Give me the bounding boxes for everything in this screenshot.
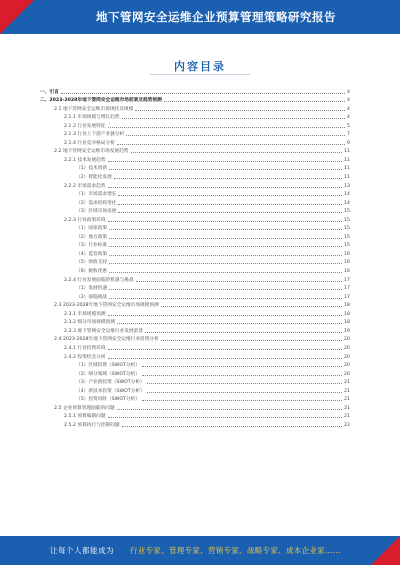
toc-page-number: 11 [344, 149, 350, 155]
toc-entry[interactable] [40, 300, 350, 309]
toc-entry-label: （4）新技术投资（SWOT分析） [76, 388, 145, 394]
toc-page-number: 13 [344, 183, 350, 189]
toc-entry-label: （3）区域市场发展 [76, 209, 117, 215]
toc-entry[interactable] [40, 419, 350, 428]
toc-entry-label: 2.5.2 预算执行与控制问题 [64, 422, 120, 428]
report-header [0, 0, 400, 34]
toc-page-number: 19 [344, 328, 350, 334]
toc-entry[interactable] [40, 197, 350, 206]
toc-entry-label: （2）需求结构变化 [76, 200, 117, 206]
toc-page-number: 4 [347, 106, 350, 112]
footer-slogan-left: 让每个人都能成为 [50, 546, 114, 555]
toc-entry-label: （1）发展机遇 [76, 286, 108, 292]
toc-entry[interactable] [40, 351, 350, 360]
toc-page-number: 15 [344, 209, 350, 215]
toc-page-number: 15 [344, 217, 350, 223]
toc-entry-label: 2.3.1 市场规模预测 [64, 311, 106, 317]
toc-entry-label: （1）国家政策 [76, 226, 108, 232]
toc-page-number: 11 [344, 166, 350, 172]
toc-entry[interactable] [40, 223, 350, 232]
toc-entry-label: （1）技术创新 [76, 166, 108, 172]
toc-dot-leader [109, 246, 342, 247]
toc-entry-label: 2.3 2023-2028年地下管网安全运维市场规模预测 [54, 303, 159, 309]
toc-dot-leader [108, 417, 342, 418]
toc-dot-leader [122, 426, 342, 427]
header-red-corner [0, 0, 34, 34]
toc-entry[interactable] [40, 291, 350, 300]
toc-heading-divider [150, 74, 250, 75]
toc-dot-leader [109, 298, 342, 299]
toc-page-number: 22 [344, 422, 350, 428]
toc-entry[interactable] [40, 257, 350, 266]
toc-entry-label: 2.4.2 投资机会分析 [64, 354, 106, 360]
toc-dot-leader [118, 204, 342, 205]
toc-page-number: 20 [344, 337, 350, 343]
toc-dot-leader [145, 332, 342, 333]
toc-entry[interactable] [40, 189, 350, 198]
toc-entry[interactable] [40, 95, 350, 104]
toc-page-number: 9 [347, 140, 350, 146]
toc-entry-label: 2.2.4 行业发展面临的机遇与挑战 [64, 277, 134, 283]
footer-red-corner [371, 536, 400, 565]
toc-dot-leader [109, 238, 342, 239]
toc-dot-leader [108, 349, 342, 350]
toc-page-number: 20 [344, 363, 350, 369]
toc-entry-label: 2.2.1 技术发展趋势 [64, 157, 106, 163]
toc-entry[interactable] [40, 283, 350, 292]
toc-dot-leader [109, 272, 342, 273]
toc-dot-leader [109, 289, 342, 290]
toc-entry[interactable] [40, 112, 350, 121]
toc-dot-leader [109, 229, 342, 230]
toc-dot-leader [136, 281, 342, 282]
toc-entry-label: 2.4 2023-2028年地下管网安全运维行业投资分析 [54, 337, 159, 343]
toc-page-number: 15 [344, 234, 350, 240]
toc-page-number: 15 [344, 226, 350, 232]
toc-dot-leader [164, 101, 345, 102]
toc-entry[interactable] [40, 103, 350, 112]
toc-heading: 内容目录 [174, 60, 226, 73]
toc-dot-leader [147, 392, 342, 393]
toc-dot-leader [161, 306, 342, 307]
toc-page-number: 17 [344, 286, 350, 292]
toc-dot-leader [118, 212, 342, 213]
toc-entry[interactable] [40, 385, 350, 394]
toc-dot-leader [147, 383, 342, 384]
toc-entry-label: 2.5 企业预算管理面临的问题 [54, 405, 115, 411]
toc-entry[interactable] [40, 146, 350, 155]
toc-page-number: 4 [347, 115, 350, 121]
toc-page-number: 21 [344, 405, 350, 411]
toc-page-number: 20 [344, 354, 350, 360]
toc-entry[interactable] [40, 171, 350, 180]
toc-entry-label: （5）投资风险（SWOT分析） [76, 397, 141, 403]
toc-entry[interactable] [40, 154, 350, 163]
toc-entry[interactable] [40, 180, 350, 189]
toc-dot-leader [108, 221, 342, 222]
toc-dot-leader [108, 187, 342, 188]
toc-page-number: 4 [347, 89, 350, 95]
toc-entry[interactable] [40, 231, 350, 240]
toc-entry-label: （1）区域投资（SWOT分析） [76, 363, 141, 369]
toc-dot-leader [114, 178, 342, 179]
toc-page-number: 18 [344, 303, 350, 309]
toc-entry-label: 2.3.2 细分市场规模预测 [64, 320, 115, 326]
toc-dot-leader [108, 315, 342, 316]
toc-entry[interactable] [40, 163, 350, 172]
toc-entry[interactable] [40, 317, 350, 326]
toc-page-number: 5 [347, 123, 350, 129]
toc-entry[interactable] [40, 137, 350, 146]
toc-entry[interactable] [40, 214, 350, 223]
toc-entry-label: 2.5.1 预算编制问题 [64, 414, 106, 420]
toc-entry-label: 一、引言 [40, 89, 59, 95]
toc-dot-leader [142, 366, 342, 367]
toc-entry[interactable] [40, 402, 350, 411]
toc-entry[interactable] [40, 411, 350, 420]
toc-page-number: 4 [347, 98, 350, 104]
toc-entry[interactable] [40, 248, 350, 257]
toc-page-number: 15 [344, 243, 350, 249]
toc-dot-leader [122, 118, 345, 119]
toc-entry[interactable] [40, 325, 350, 334]
toc-dot-leader [108, 127, 345, 128]
toc-dot-leader [135, 110, 345, 111]
toc-page-number: 17 [344, 277, 350, 283]
toc-entry[interactable] [40, 342, 350, 351]
table-of-contents [40, 86, 350, 428]
toc-page-number: 21 [344, 380, 350, 386]
toc-dot-leader [142, 400, 342, 401]
toc-entry[interactable] [40, 265, 350, 274]
toc-entry[interactable] [40, 86, 350, 95]
toc-dot-leader [142, 375, 342, 376]
toc-page-number: 11 [344, 175, 350, 181]
toc-entry-label: （2）智能化发展 [76, 175, 112, 181]
toc-entry-label: 2.4.1 行业投资环境 [64, 345, 106, 351]
toc-entry[interactable] [40, 377, 350, 386]
toc-dot-leader [109, 255, 342, 256]
toc-page-number: 18 [344, 311, 350, 317]
toc-entry[interactable] [40, 240, 350, 249]
toc-page-number: 16 [344, 269, 350, 275]
toc-entry[interactable] [40, 308, 350, 317]
toc-entry-label: 2.1 地下管网安全运维市场现状及规模 [54, 106, 134, 112]
toc-dot-leader [109, 263, 342, 264]
toc-page-number: 17 [344, 294, 350, 300]
toc-page-number: 21 [344, 414, 350, 420]
report-title: 地下管网安全运维企业预算管理策略研究报告 [96, 10, 336, 24]
toc-entry[interactable] [40, 120, 350, 129]
toc-entry-label: （3）行业标准 [76, 243, 108, 249]
toc-entry-label: （4）监管政策 [76, 251, 108, 257]
toc-page-number: 14 [344, 192, 350, 198]
toc-dot-leader [61, 93, 345, 94]
toc-entry-label: （2）细分领域（SWOT分析） [76, 371, 141, 377]
toc-page-number: 21 [344, 397, 350, 403]
toc-entry[interactable] [40, 360, 350, 369]
toc-page-number: 7 [347, 132, 350, 138]
toc-dot-leader [109, 169, 342, 170]
toc-entry-label: 二、2023-2028年地下管网安全运维市场前景及趋势预测 [40, 98, 162, 104]
toc-entry[interactable] [40, 206, 350, 215]
toc-dot-leader [117, 323, 342, 324]
toc-dot-leader [108, 358, 342, 359]
toc-entry-label: 2.1.3 行业上下游产业链分析 [64, 132, 125, 138]
toc-entry-label: （2）地方政策 [76, 234, 108, 240]
toc-page-number: 20 [344, 371, 350, 377]
toc-dot-leader [118, 195, 342, 196]
toc-entry-label: （5）财政支持 [76, 260, 108, 266]
toc-entry-label: 2.1.1 市场规模与增长趋势 [64, 115, 120, 121]
toc-entry[interactable] [40, 368, 350, 377]
toc-entry-label: 2.2.3 行业政策环境 [64, 217, 106, 223]
toc-page-number: 16 [344, 251, 350, 257]
toc-entry-label: 2.1.4 行业竞争格局分析 [64, 140, 115, 146]
toc-entry[interactable] [40, 394, 350, 403]
toc-dot-leader [161, 340, 342, 341]
toc-dot-leader [117, 409, 343, 410]
toc-entry-label: 2.1.2 行业发展特征 [64, 123, 106, 129]
toc-entry-label: （1）市场需求增长 [76, 192, 117, 198]
toc-dot-leader [126, 135, 345, 136]
report-footer [0, 536, 400, 565]
toc-page-number: 20 [344, 345, 350, 351]
toc-entry-label: 2.3.3 地下管网安全运维行业发展前景 [64, 328, 144, 334]
toc-entry-label: 2.2.2 市场需求趋势 [64, 183, 106, 189]
toc-page-number: 16 [344, 260, 350, 266]
toc-page-number: 11 [344, 157, 350, 163]
toc-entry-label: （6）税收优惠 [76, 269, 108, 275]
toc-entry-label: （3）产业链投资（SWOT分析） [76, 380, 145, 386]
toc-entry-label: 2.2 地下管网安全运维市场发展趋势 [54, 149, 129, 155]
toc-page-number: 21 [344, 388, 350, 394]
toc-entry[interactable] [40, 334, 350, 343]
toc-entry[interactable] [40, 274, 350, 283]
toc-entry-label: （2）面临挑战 [76, 294, 108, 300]
toc-dot-leader [108, 161, 342, 162]
toc-page-number: 18 [344, 320, 350, 326]
toc-dot-leader [131, 152, 342, 153]
footer-slogan-right: 行业专家、管理专家、营销专家、战略专家、成本企业家…… [130, 546, 341, 555]
toc-page-number: 14 [344, 200, 350, 206]
toc-entry[interactable] [40, 129, 350, 138]
toc-dot-leader [117, 144, 345, 145]
